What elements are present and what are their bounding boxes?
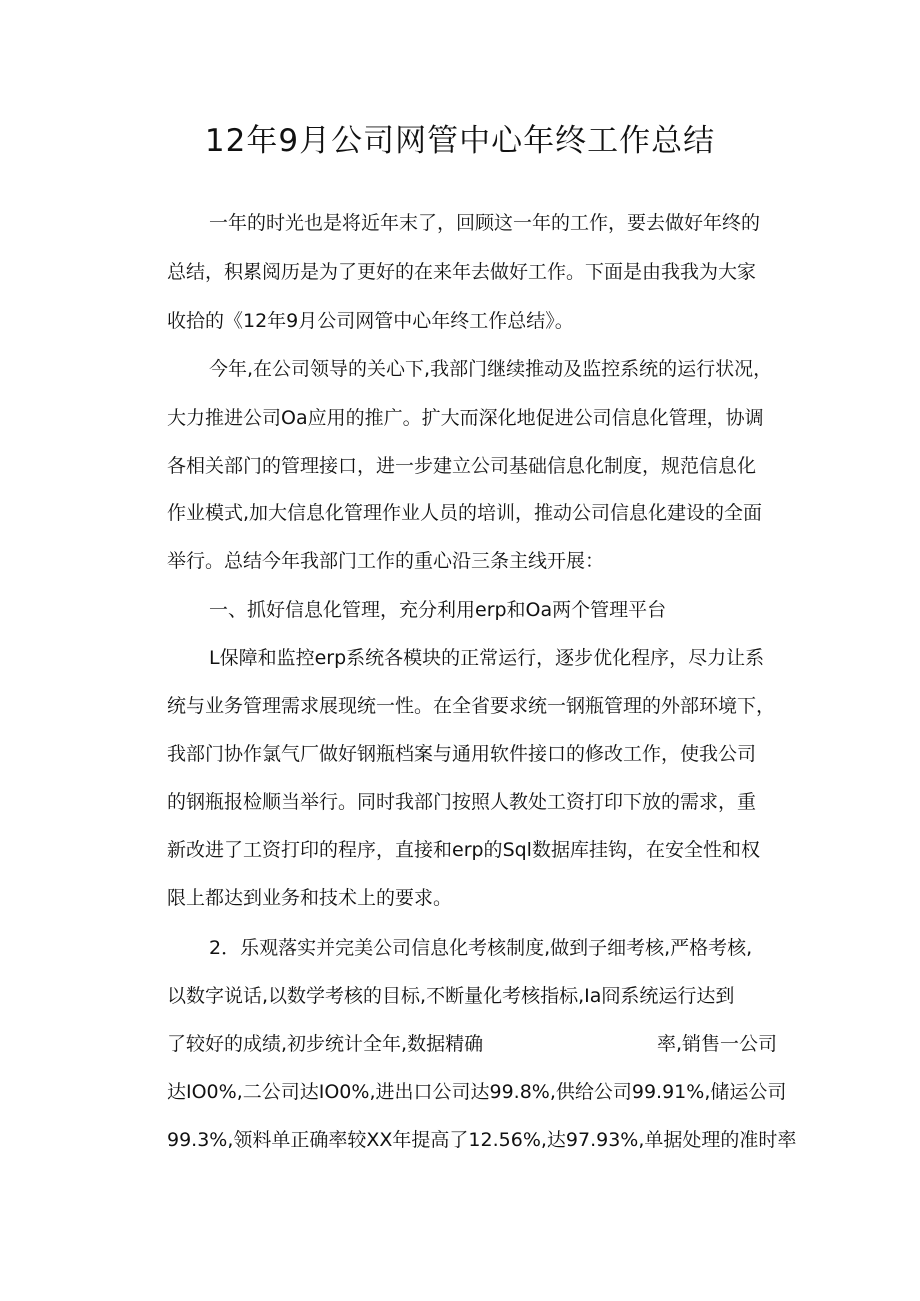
paragraph-line: 统与业务管理需求展现统一性。在全省要求统一钢瓶管理的外部环境下，: [167, 695, 776, 717]
section-heading: 一、抓好信息化管理，充分利用erp和Oa两个管理平台: [209, 599, 667, 621]
paragraph-line: 达IO0%,二公司达IO0%,进出口公司达99.8%,供给公司99.91%,储运公司: [167, 1081, 787, 1103]
paragraph-line: 新改进了工资打印的程序，直接和erp的Sql数据库挂钩，在安全性和权: [167, 839, 760, 861]
document-title: 12年9月公司网管中心年终工作总结: [204, 123, 716, 159]
paragraph-line: 各相关部门的管理接口，进一步建立公司基础信息化制度，规范信息化: [167, 455, 757, 477]
paragraph-line: 2．乐观落实并完美公司信息化考核制度,做到子细考核,严格考核,: [209, 937, 753, 959]
paragraph-line: 一年的时光也是将近年末了，回顾这一年的工作，要去做好年终的: [209, 212, 761, 234]
paragraph-line: 举行。总结今年我部门工作的重心沿三条主线开展：: [167, 550, 605, 572]
paragraph-line: 了较好的成绩,初步统计全年,数据精确: [167, 1033, 484, 1055]
paragraph-line: L保障和监控erp系统各模块的正常运行，逐步优化程序，尽力让系: [209, 647, 765, 669]
paragraph-line: 作业模式,加大信息化管理作业人员的培训，推动公司信息化建设的全面: [167, 502, 763, 524]
paragraph-line: 总结，积累阅历是为了更好的在来年去做好工作。下面是由我我为大家: [167, 261, 757, 283]
paragraph-line: 今年,在公司领导的关心下,我部门继续推动及监控系统的运行状况，: [209, 358, 773, 380]
paragraph-line: 99.3%,领料单正确率较XX年提高了12.56%,达97.93%,单据处理的准时率: [167, 1129, 797, 1151]
paragraph-line: 大力推进公司Oa应用的推广。扩大而深化地促进公司信息化管理，协调: [167, 407, 764, 429]
paragraph-line: 的钢瓶报检顺当举行。同时我部门按照人教处工资打印下放的需求，重: [167, 791, 757, 813]
paragraph-line: 我部门协作氯气厂做好钢瓶档案与通用软件接口的修改工作，使我公司: [167, 743, 757, 765]
paragraph-line-continuation: 率,销售一公司: [657, 1033, 778, 1055]
paragraph-line: 限上都达到业务和技术上的要求。: [167, 887, 453, 909]
paragraph-line: 以数字说话,以数学考核的目标,不断量化考核指标,Ia冏系统运行达到: [167, 985, 735, 1007]
paragraph-line: 收拾的《12年9月公司网管中心年终工作总结》。: [167, 310, 574, 332]
